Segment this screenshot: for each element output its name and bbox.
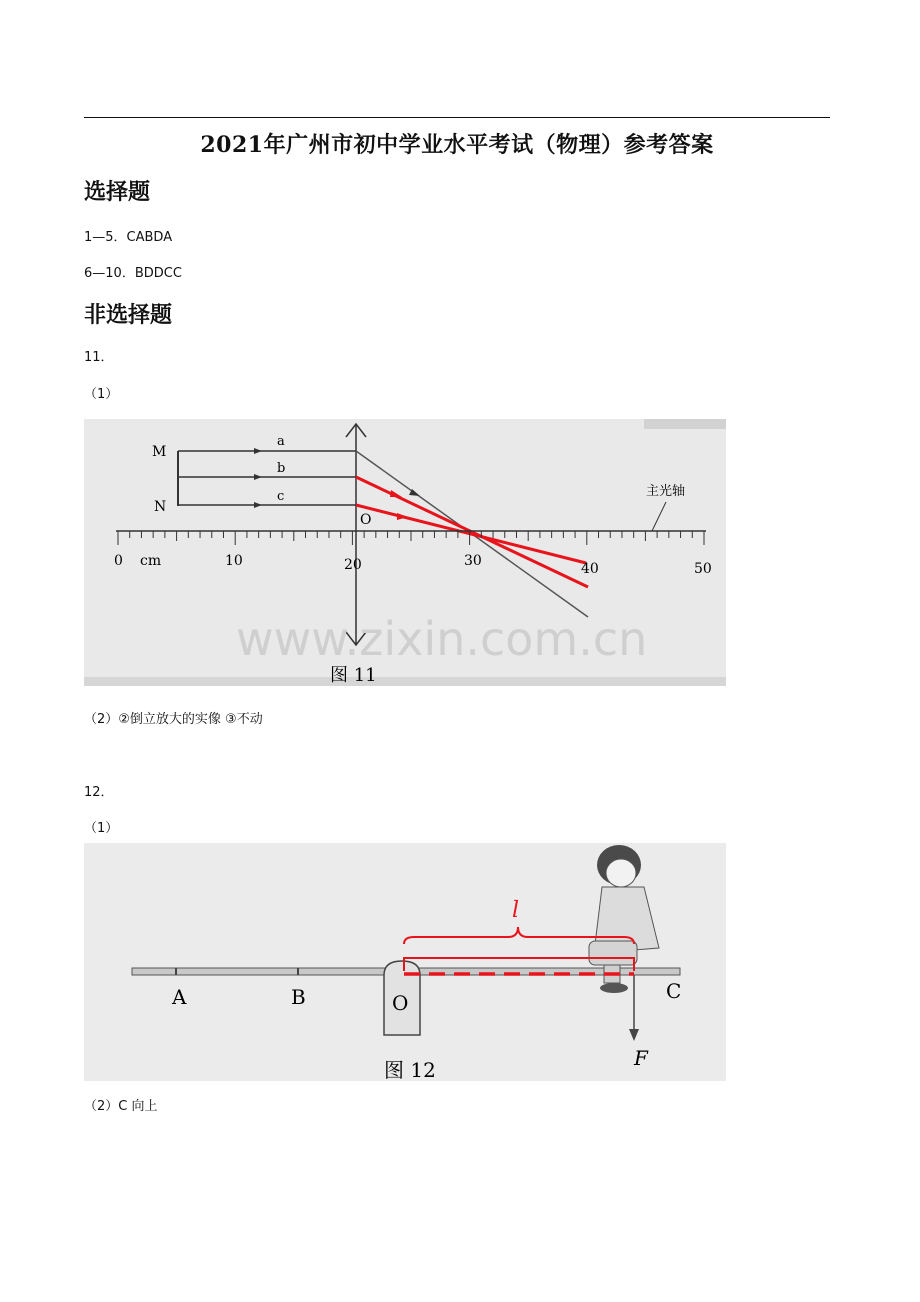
question-11-part-2: （2）②倒立放大的实像 ③不动	[84, 712, 263, 727]
label-l: l	[512, 898, 520, 923]
tick-10: 10	[225, 553, 243, 569]
label-a: a	[277, 434, 285, 449]
question-12-number: 12．	[84, 785, 114, 800]
label-principal-axis: 主光轴	[646, 484, 686, 499]
question-11-number: 11．	[84, 350, 114, 365]
question-12-part-2: （2）C 向上	[84, 1099, 158, 1114]
label-F: F	[634, 1046, 648, 1070]
tick-0: 0	[114, 553, 123, 569]
tick-20: 20	[344, 557, 362, 573]
label-O: O	[392, 991, 409, 1015]
header-rule	[84, 117, 830, 118]
label-cm: cm	[140, 553, 162, 569]
page-title: 2021年广州市初中学业水平考试（物理）参考答案	[200, 132, 714, 158]
watermark: www.zixin.com.cn	[236, 612, 648, 666]
section-heading-nonchoice: 非选择题	[84, 303, 173, 328]
label-o: O	[360, 512, 372, 528]
tick-40: 40	[581, 561, 599, 577]
question-12-part-1: （1）	[84, 821, 119, 836]
label-C: C	[666, 979, 682, 1003]
caption-12: 图 12	[384, 1058, 436, 1081]
answer-line-2: 6—10．BDDCC	[84, 266, 182, 281]
label-B: B	[291, 985, 306, 1009]
tick-30: 30	[464, 553, 482, 569]
question-11-part-1: （1）	[84, 387, 119, 402]
figure-12	[84, 843, 726, 1081]
label-m: M	[152, 444, 167, 460]
answer-line-1: 1—5．CABDA	[84, 230, 173, 245]
caption-11: 图 11	[330, 665, 377, 686]
label-b: b	[277, 461, 286, 476]
section-heading-choice: 选择题	[84, 180, 151, 205]
label-A: A	[172, 985, 187, 1009]
label-c: c	[277, 489, 285, 504]
figure-11	[84, 419, 726, 686]
label-n: N	[154, 499, 167, 515]
tick-50: 50	[694, 561, 712, 577]
